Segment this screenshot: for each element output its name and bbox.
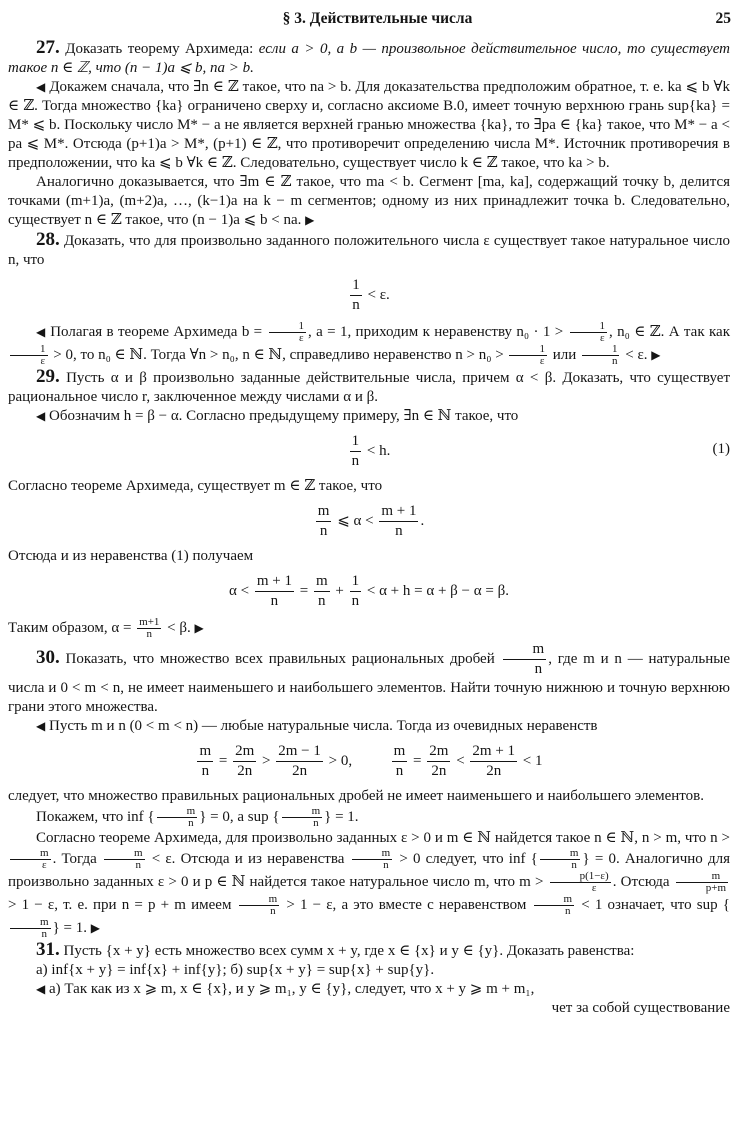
fraction <box>676 871 728 894</box>
running-title: § 3. Действительные числа <box>282 10 473 27</box>
denominator: p+m <box>705 882 726 894</box>
proof-text: чет за собой существование <box>551 1000 730 1016</box>
proof-text: Отсюда и из неравенства (1) получаем <box>8 548 254 564</box>
formula-text: < 1 <box>522 752 543 769</box>
fraction <box>427 742 450 781</box>
problem-29-statement <box>8 367 730 407</box>
denominator: n <box>319 523 328 539</box>
numerator: m <box>239 894 280 906</box>
proof-text: , n₀ ∈ ℤ. А так как <box>609 323 730 340</box>
proof-end-marker: ▶ <box>194 620 204 635</box>
numerator: m <box>10 848 51 860</box>
problem-29-proof <box>8 407 730 426</box>
formula-text: < h. <box>366 442 391 459</box>
formula-text: ⩽ α < <box>337 512 374 529</box>
proof-text: > 0 следует, что inf { <box>394 850 538 867</box>
proof-start-marker: ◀ <box>36 409 46 423</box>
numerator: 2m + 1 <box>470 742 517 762</box>
page-body <box>8 38 730 1018</box>
denominator: n <box>270 593 279 609</box>
numerator: m+1 <box>139 616 160 628</box>
denominator: n <box>395 523 403 539</box>
numerator: 2m <box>427 742 450 762</box>
fraction <box>534 894 575 917</box>
proof-text: . Отсюда <box>612 873 674 890</box>
fraction <box>269 321 307 344</box>
denominator: ε <box>40 355 46 367</box>
fraction <box>392 742 408 781</box>
formula-text: < ε. <box>367 286 390 303</box>
fraction <box>540 848 581 871</box>
denominator: n <box>270 905 276 917</box>
fraction <box>582 344 620 367</box>
page-header <box>0 10 755 34</box>
problem-31-statement <box>8 940 730 961</box>
problem-27-proof <box>8 78 730 173</box>
denominator: n <box>351 593 360 609</box>
denominator: n <box>565 905 571 917</box>
problem-29-text <box>8 547 730 566</box>
proof-start-marker: ◀ <box>36 324 46 339</box>
denominator: n <box>351 453 360 469</box>
fraction <box>570 321 608 344</box>
statement-italic: если a > 0, a b — произвольное действительное число, то существует такое n ∈ ℤ, что (n − 1)a ⩽ b, na > b. <box>8 41 730 76</box>
fraction <box>509 344 547 367</box>
proof-text: . Тогда <box>52 850 102 867</box>
formula-text: > 0, <box>328 752 353 769</box>
denominator: n <box>146 628 153 640</box>
proof-text: < ε. <box>621 346 648 363</box>
equation-label: (1) <box>712 441 730 457</box>
numerator: 1 <box>509 344 547 356</box>
statement-text: Пусть {x + y} есть множество всех сумм x + y, где x ∈ {x} и y ∈ {y}. Доказать равенства: <box>63 943 635 959</box>
denominator: n <box>571 859 577 871</box>
problem-30-statement <box>8 640 730 717</box>
numerator: m <box>157 806 198 818</box>
denominator: 2n <box>431 763 447 779</box>
problem-30-text <box>8 787 730 806</box>
proof-text: Таким образом, α = <box>8 619 136 636</box>
page-number: 25 <box>715 10 731 27</box>
proof-text: Пусть m и n (0 < m < n) — любые натуральные числа. Тогда из очевидных неравенств <box>48 718 598 734</box>
formula-text: + <box>335 582 344 599</box>
formula-text: < α + h = α + β − α = β. <box>366 582 509 599</box>
problem-29-conclusion <box>8 617 730 640</box>
problem-27-proof-cont <box>8 173 730 230</box>
denominator: 2n <box>237 763 253 779</box>
statement-text: Пусть α и β произвольно заданные действительные числа, причем α < β. Доказать, что существует рациональное число r, заключенное между числами α и β. <box>8 370 731 405</box>
formula-one-over-n <box>8 276 730 315</box>
fraction <box>10 344 48 367</box>
fraction <box>314 572 330 611</box>
numerator: m <box>197 742 213 762</box>
fraction <box>350 432 362 471</box>
fraction <box>352 848 393 871</box>
proof-end-marker: ▶ <box>651 347 661 362</box>
statement-text: Показать, что множество всех правильных рациональных дробей <box>65 650 501 667</box>
proof-text: > 1 − ε, а это вместе с неравенством <box>281 896 532 913</box>
numerator: 1 <box>269 321 307 333</box>
problem-31-proof <box>8 980 730 999</box>
statement-text: а) inf{x + y} = inf{x} + inf{y}; б) sup{x + y} = sup{x} + sup{y}. <box>36 962 435 978</box>
proof-text: а) Так как из x ⩾ m, x ∈ {x}, и y ⩾ m₁, y ∈ {y}, следует, что x + y ⩾ m + m₁, <box>48 981 535 997</box>
cut-off-line <box>8 999 730 1018</box>
fraction <box>282 806 323 829</box>
denominator: n <box>383 859 389 871</box>
proof-text: , a = 1, приходим к неравенству n₀ · 1 > <box>308 323 568 340</box>
numerator: 1 <box>10 344 48 356</box>
problem-number: 31. <box>36 939 60 960</box>
proof-text: Полагая в теореме Архимеда b = <box>50 323 267 340</box>
numerator: 1 <box>570 321 608 333</box>
proof-start-marker: ◀ <box>36 982 46 996</box>
denominator: n <box>188 817 194 829</box>
problem-28-statement <box>8 230 730 270</box>
statement-text: , где m и n — натуральные числа и 0 < m < n, не имеет наименьшего и наибольшего элементов. Найти точную нижнюю и точную верхнюю грани этого множества. <box>8 650 730 715</box>
numerator: 1 <box>350 572 362 592</box>
fraction <box>550 871 611 894</box>
problem-29-text <box>8 477 730 496</box>
denominator: ε <box>591 882 597 894</box>
denominator: n <box>395 763 404 779</box>
numerator: m + 1 <box>379 502 418 522</box>
fraction <box>157 806 198 829</box>
numerator: 2m <box>233 742 256 762</box>
numerator: m <box>392 742 408 762</box>
problem-30-proof <box>8 717 730 736</box>
problem-30-text <box>8 806 730 829</box>
denominator: n <box>313 817 319 829</box>
denominator: ε <box>298 332 304 344</box>
numerator: m <box>104 848 145 860</box>
proof-text: > 1 − ε, т. е. при n = p + m имеем <box>8 896 237 913</box>
fraction <box>276 742 323 781</box>
formula-1 <box>8 432 730 471</box>
proof-text: Согласно теореме Архимеда, существует m ∈ ℤ такое, что <box>8 478 383 494</box>
problem-27-statement <box>8 38 730 78</box>
formula-text: < <box>456 752 465 769</box>
proof-text: Обозначим h = β − α. Согласно предыдущему примеру, ∃n ∈ ℕ такое, что <box>48 408 519 424</box>
numerator: p(1−ε) <box>550 871 611 883</box>
numerator: m <box>282 806 323 818</box>
fraction <box>233 742 256 781</box>
fraction <box>255 572 294 611</box>
fraction <box>137 617 161 640</box>
proof-text: } = 1. <box>52 919 87 936</box>
formula-text: α < <box>229 582 250 599</box>
denominator: n <box>534 661 543 677</box>
denominator: ε <box>539 355 545 367</box>
proof-start-marker: ◀ <box>36 719 46 733</box>
numerator: m <box>316 502 332 522</box>
denominator: n <box>201 763 210 779</box>
fraction <box>239 894 280 917</box>
formula-archimedes <box>8 502 730 541</box>
fraction <box>350 276 362 315</box>
denominator: n <box>611 355 618 367</box>
proof-text: Докажем сначала, что ∃n ∈ ℤ такое, что na > b. Для доказательства предположим обратное, т. е. ka ⩽ b ∀k ∈ ℤ. Тогда множество {ka} ограничено сверху и, согласно аксиоме В.0, имеет точную верхнюю грань sup{ka} = M* ⩽ b. Поскольку число M* − a не является верхней гранью множества {ka}, то ∃pa ∈ {ka} такое, что M* − a < pa ⩽ M*. Отсюда (p+1)a > M*, (p+1) ∈ ℤ, что противоречит определению числа M*. Источник противоречия в предположении, что ka ⩽ b ∀k ∈ ℤ. Следовательно, существует число k ∈ ℤ такое, что ka > b. <box>8 79 730 171</box>
fraction <box>10 848 51 871</box>
numerator: m <box>10 917 51 929</box>
fraction <box>104 848 145 871</box>
proof-text: > 0, то n₀ ∈ ℕ. Тогда ∀n > n₀, n ∈ ℕ, справедливо неравенство n > n₀ > <box>49 346 508 363</box>
proof-text: Согласно теореме Архимеда, для произвольно заданных ε > 0 и m ∈ ℕ найдется такое n ∈ ℕ, n > m, что n > <box>36 830 730 846</box>
numerator: 1 <box>350 432 362 452</box>
fraction <box>503 640 547 679</box>
denominator: n <box>318 593 326 609</box>
fraction <box>316 502 332 541</box>
problem-number: 28. <box>36 229 60 250</box>
proof-text: или <box>548 346 580 363</box>
problem-number: 29. <box>36 366 60 387</box>
numerator: 1 <box>582 344 620 356</box>
proof-text: Аналогично доказывается, что ∃m ∈ ℤ такое, что ma < b. Сегмент [ma, ka], содержащий точку b, делится точками (m+1)a, (m+2)a, …, (k−1)a на k − m сегментов; одному из них принадлежит точка b. Следовательно, существует n ∈ ℤ такое, что (n − 1)a ⩽ b < na. <box>8 174 730 228</box>
numerator: m <box>534 894 575 906</box>
proof-end-marker: ▶ <box>305 213 315 227</box>
numerator: 2m − 1 <box>276 742 323 762</box>
numerator: m <box>540 848 581 860</box>
formula-text: > <box>262 752 271 769</box>
proof-text: следует, что множество правильных рациональных дробей не имеет наименьшего и наибольшего элементов. <box>8 788 704 804</box>
proof-text: } = 0, а sup { <box>199 808 280 825</box>
denominator: 2n <box>486 763 502 779</box>
proof-start-marker: ◀ <box>36 80 46 94</box>
formula-inequalities <box>8 742 730 781</box>
numerator: m <box>314 572 330 592</box>
numerator: 1 <box>350 276 362 296</box>
statement-text: Доказать, что для произвольно заданного положительного числа ε существует такое натуральное число n, что <box>8 233 730 268</box>
problem-31-items <box>8 961 730 980</box>
proof-text: Покажем, что inf { <box>36 808 155 825</box>
problem-30-text <box>8 829 730 940</box>
proof-text: } = 0. Аналогично для произвольно заданных ε > 0 и p ∈ ℕ найдется такое натуральное число m, что m > <box>8 850 731 890</box>
numerator: m <box>352 848 393 860</box>
proof-text: < ε. Отсюда и из неравенства <box>146 850 350 867</box>
problem-number: 30. <box>36 646 60 668</box>
formula-text: = <box>413 752 422 769</box>
denominator: ε <box>41 859 47 871</box>
numerator: m <box>503 640 547 660</box>
formula-text: = <box>299 582 309 599</box>
proof-text: } = 1. <box>324 808 359 825</box>
formula-chain <box>8 572 730 611</box>
numerator: m <box>676 871 728 883</box>
denominator: n <box>135 859 141 871</box>
fraction <box>470 742 517 781</box>
formula-text: . <box>420 512 425 529</box>
denominator: ε <box>599 332 605 344</box>
proof-text: < 1 означает, что sup { <box>576 896 730 913</box>
fraction <box>10 917 51 940</box>
denominator: n <box>352 297 360 313</box>
denominator: 2n <box>292 763 308 779</box>
fraction <box>350 572 362 611</box>
proof-end-marker: ▶ <box>90 920 100 935</box>
formula-text: = <box>218 752 228 769</box>
denominator: n <box>41 928 48 940</box>
fraction <box>379 502 418 541</box>
proof-text: < β. <box>163 619 191 636</box>
fraction <box>197 742 213 781</box>
statement-text: Доказать теорему Архимеда: <box>65 41 259 57</box>
numerator: m + 1 <box>255 572 294 592</box>
problem-28-proof <box>8 321 730 367</box>
problem-number: 27. <box>36 37 60 58</box>
